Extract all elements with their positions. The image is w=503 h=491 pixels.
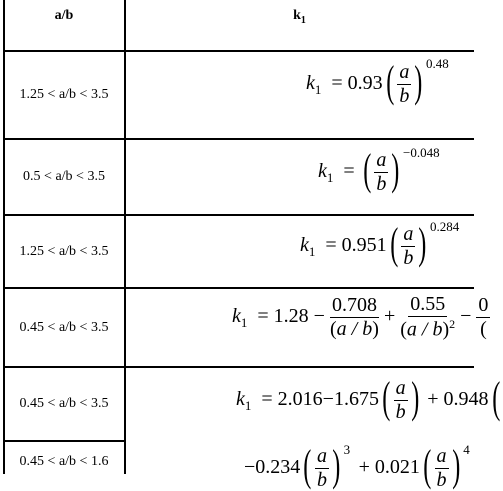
k-symbol: k: [306, 72, 315, 95]
k-subscript: 1: [326, 170, 334, 186]
range-cell: [4, 216, 124, 287]
ratio-ab: a / b: [406, 318, 443, 341]
denominator-b: b: [403, 247, 414, 269]
header-k-label: k: [293, 8, 301, 23]
table-column-divider: [124, 0, 126, 474]
plus-sign: +: [378, 304, 401, 327]
formula-k1-row1: [306, 56, 449, 107]
range-cell: [4, 52, 124, 138]
right-paren: ): [332, 440, 341, 490]
k-symbol: k: [318, 160, 327, 183]
numerator: 0: [478, 293, 489, 316]
numerator-a: a: [403, 223, 414, 245]
equals: =: [320, 234, 342, 257]
right-paren: ): [418, 218, 427, 268]
numerator-a: a: [376, 149, 387, 171]
k-symbol: k: [232, 304, 241, 327]
plus-sign: +: [343, 456, 375, 479]
header-k1: [125, 0, 474, 32]
denominator-b: b: [395, 401, 406, 423]
header-ratio: [4, 0, 124, 32]
equals: =: [252, 304, 274, 327]
right-paren: ): [414, 56, 423, 106]
header-ratio-label: a/b: [54, 8, 74, 23]
numerator: 0.708: [331, 293, 377, 316]
fraction-term-2: [400, 294, 455, 341]
k-subscript: 1: [314, 82, 322, 98]
minus-sign: −: [308, 304, 330, 327]
formula-k1-row3: [300, 218, 460, 269]
formula-k1-row2: [318, 144, 440, 195]
denominator-b: b: [316, 469, 327, 491]
numerator-a: a: [316, 445, 327, 467]
fraction-a-over-b: [397, 62, 411, 107]
numerator-a: a: [395, 377, 406, 399]
denominator-b: b: [399, 85, 410, 107]
coefficient: 0.93: [347, 72, 383, 95]
coefficient: 0.234: [255, 456, 301, 479]
range-text: 1.25 < a/b < 3.5: [19, 87, 109, 102]
right-paren: ): [451, 440, 460, 490]
range-cell: [4, 289, 124, 366]
minus-sign: −: [322, 388, 334, 411]
right-paren: ): [410, 372, 419, 422]
denominator: (a / b)$^2$: [400, 317, 456, 341]
equals: =: [338, 160, 360, 183]
fraction-a-over-b: [315, 446, 329, 491]
exponent: 4: [463, 442, 470, 457]
fraction-a-over-b: [394, 378, 408, 423]
plus-sign: +: [422, 388, 444, 411]
left-paren: (: [303, 440, 312, 490]
coefficient: 0.948: [443, 388, 489, 411]
formula-k1-row4: [232, 294, 490, 341]
coefficient: 1.675: [333, 388, 379, 411]
range-text: 0.45 < a/b < 3.5: [19, 319, 109, 335]
left-paren: (: [362, 144, 372, 194]
formula-k1-row6: [244, 440, 470, 491]
header-k-subscript: 1: [300, 14, 306, 26]
denominator-b: b: [376, 173, 387, 195]
numerator-a: a: [399, 61, 410, 83]
constant-term: 1.28: [273, 304, 309, 327]
fraction-term-1: [330, 295, 379, 340]
exponent: 3: [343, 442, 351, 457]
fraction-a-over-b: [401, 224, 415, 269]
fraction-a-over-b: [374, 150, 388, 195]
left-paren-clipped: (: [491, 372, 500, 422]
left-paren: (: [385, 56, 395, 106]
denominator-b: b: [436, 469, 447, 491]
range-text: 0.45 < a/b < 3.5: [19, 396, 109, 411]
range-text: 1.25 < a/b < 3.5: [19, 243, 109, 259]
k-subscript: 1: [244, 398, 252, 414]
left-paren: (: [389, 218, 399, 268]
minus-sign: −: [244, 456, 256, 479]
left-paren: (: [423, 440, 432, 490]
power: 2: [449, 317, 456, 331]
exponent: −0.048: [402, 145, 440, 160]
left-paren: (: [382, 372, 391, 422]
denominator: (a / b): [330, 317, 379, 340]
k-symbol: k: [300, 234, 309, 257]
minus-sign: −: [455, 304, 477, 327]
coefficient: 0.951: [341, 234, 387, 257]
fraction-a-over-b: [435, 446, 449, 491]
numerator-a: a: [436, 445, 447, 467]
denominator: (: [480, 317, 487, 340]
k-symbol: k: [236, 388, 245, 411]
equals: =: [256, 388, 278, 411]
exponent: 0.284: [429, 219, 460, 234]
equals: =: [326, 72, 348, 95]
coefficient: 0.021: [374, 456, 420, 479]
ratio-ab: a / b: [336, 317, 373, 340]
range-cell: [4, 368, 124, 440]
range-cell: [4, 140, 124, 214]
formula-k1-row5: [236, 372, 503, 423]
k-subscript: 1: [240, 314, 248, 330]
right-paren: ): [391, 144, 400, 194]
constant-term: 2.016: [277, 388, 323, 411]
k-subscript: 1: [308, 244, 316, 260]
numerator: 0.55: [410, 293, 446, 315]
fraction-term-3-clipped: [476, 295, 490, 340]
range-text: 0.5 < a/b < 3.5: [23, 169, 105, 184]
exponent: 0.48: [425, 56, 449, 71]
range-text: 0.45 < a/b < 1.6: [19, 454, 109, 469]
range-cell: [4, 442, 124, 482]
